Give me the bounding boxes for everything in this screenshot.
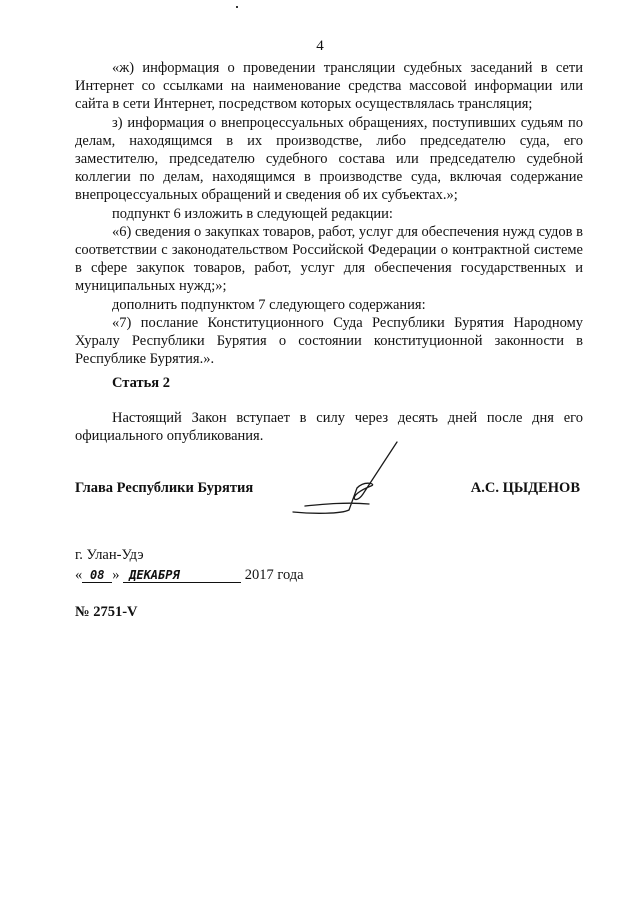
signature bbox=[285, 440, 415, 520]
paragraph-subpoint-7-intro: дополнить подпунктом 7 следующего содержания: bbox=[112, 296, 426, 313]
place-of-signing: г. Улан-Удэ bbox=[75, 547, 144, 563]
article-1-amendments bbox=[75, 59, 583, 368]
paragraph-z: з) информация о внепроцессуальных обращениях, поступивших судьям по делам, находящимся в их производстве, либо председателю суда, его заместителю, председателю судебного состава или председателю судебной коллегии по делам, находящимся в производстве суда, включая содержание внепроцессуальных обращений и сведения об их субъектах.»; bbox=[75, 114, 583, 204]
law-number: № 2751-V bbox=[75, 604, 138, 620]
paragraph-subpoint-7: «7) послание Конституционного Суда Республики Бурятия Народному Хуралу Республики Бурятия о состоянии конституционной законности в Республике Бурятия.». bbox=[75, 314, 583, 368]
signer-title: Глава Республики Бурятия bbox=[75, 480, 254, 496]
article-2-heading: Статья 2 bbox=[112, 375, 170, 391]
date-open-quote: « bbox=[75, 567, 83, 583]
paragraph-zh: «ж) информация о проведении трансляции судебных заседаний в сети Интернет со ссылками на наименование средства массовой информации или сайта в сети Интернет, посредством которых осуществлялась трансляция; bbox=[75, 60, 583, 113]
date-day: 08 bbox=[82, 568, 112, 583]
paragraph-subpoint-6-intro: подпункт 6 изложить в следующей редакции: bbox=[112, 205, 393, 222]
date-close-quote: » bbox=[112, 567, 120, 583]
signing-date bbox=[75, 567, 304, 584]
date-year: 2017 года bbox=[244, 567, 304, 583]
date-month: ДЕКАБРЯ bbox=[123, 568, 241, 583]
page-number: 4 bbox=[316, 38, 324, 54]
article-2-text: Настоящий Закон вступает в силу через десять дней после дня его официального опубликования. bbox=[75, 410, 583, 445]
signer-name: А.С. ЦЫДЕНОВ bbox=[470, 480, 580, 496]
paragraph-subpoint-6: «6) сведения о закупках товаров, работ, услуг для обеспечения нужд судов в соответствии с законодательством Российской Федерации о контрактной системе в сфере закупок товаров, работ, услуг для обеспечения государственных и муниципальных нужд;»; bbox=[75, 223, 583, 295]
scan-speck bbox=[236, 6, 238, 8]
